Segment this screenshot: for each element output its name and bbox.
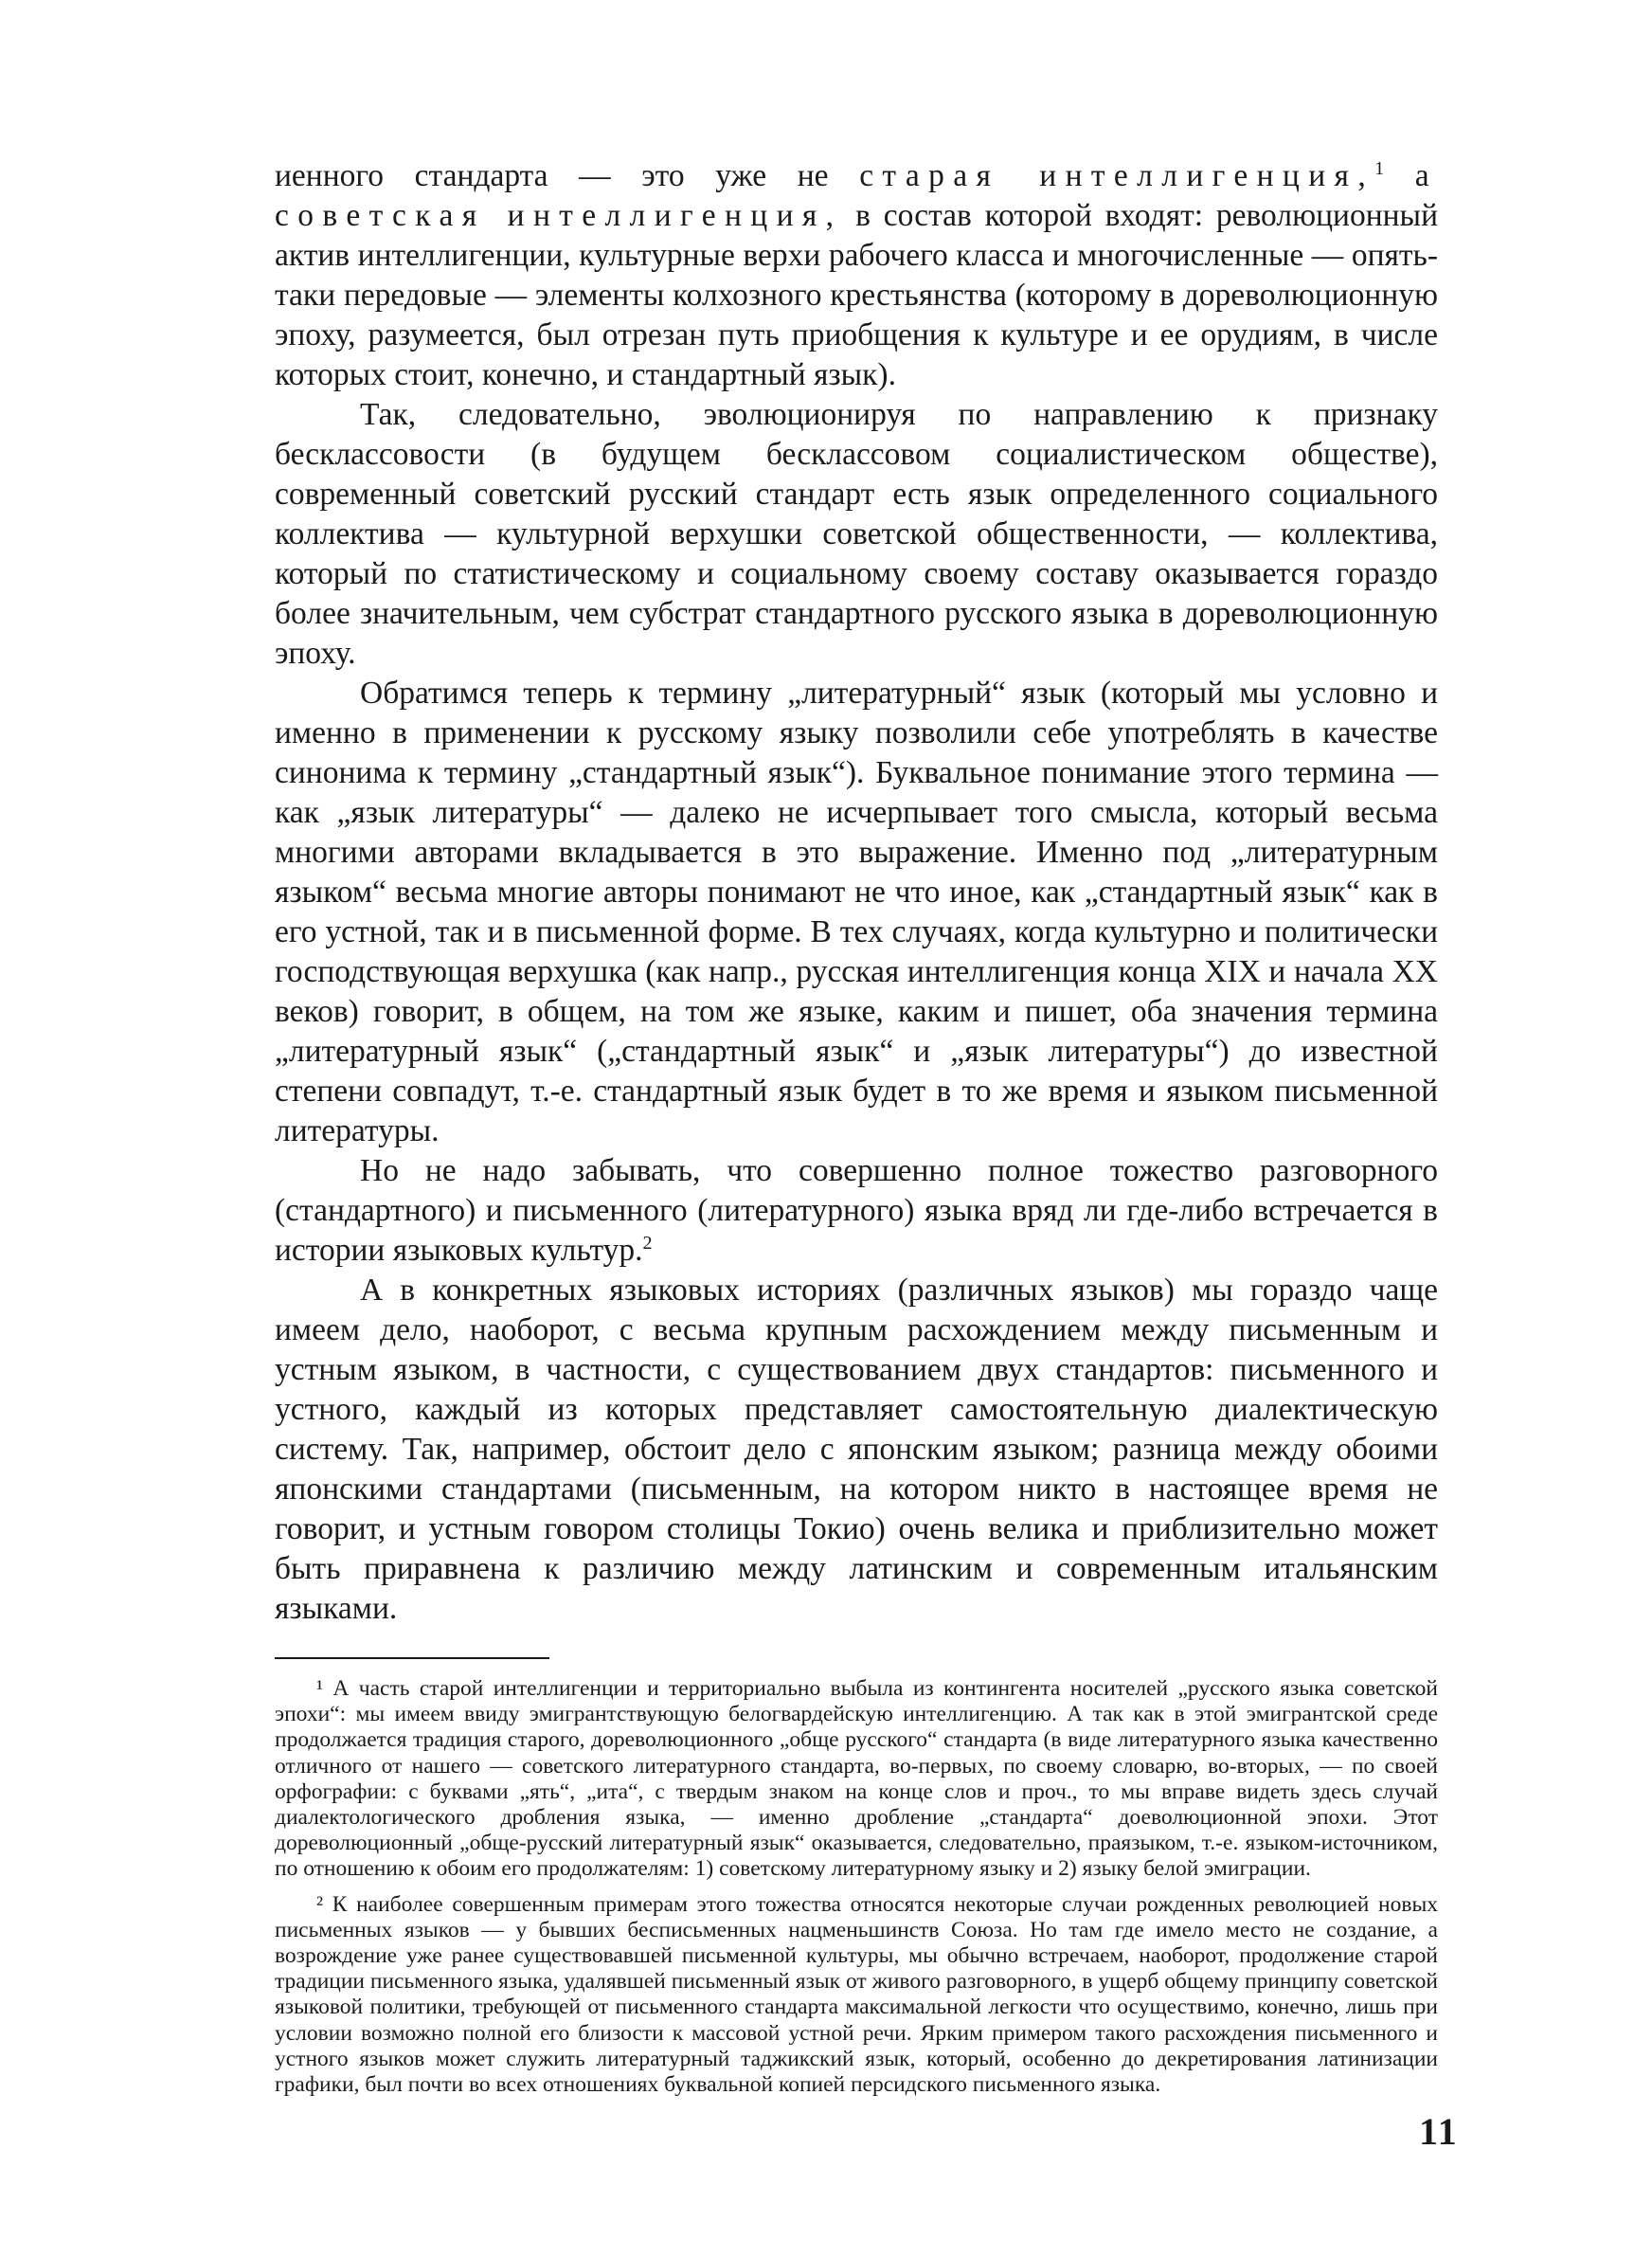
spaced-phrase-soviet-intelligentsia: а советская интеллигенция, <box>275 158 1439 233</box>
page-number: 11 <box>1419 2110 1459 2153</box>
footnote-1: ¹ А часть старой интеллигенции и территориально выбыла из контингента носителей „русского языка советской эпохи“: мы имеем ввиду эмигрантствующую белогвардейскую интеллигенцию. А так как в этой эмигрантской среде продолжается традиция старого, дореволюционного „обще русского“ стандарта (в виде литературного языка качественно отличного от нашего — советского литературного стандарта, во-первых, по своему словарю, во-вторых, — по своей орфографии: с буквами „ять“, „ита“, с твердым знаком на конце слов и проч., то мы вправе видеть здесь случай диалектологического дробления языка, — именно дробление „стандарта“ доеволюционной эпохи. Этот дореволюционный „обще-русский литературный язык“ оказывается, следовательно, праязыком, т.-е. языком-источником, по отношению к обоим его продолжателям: 1) советскому литературному языку и 2) языку белой эмиграции. <box>275 1676 1438 1882</box>
footnote-ref-2: 2 <box>642 1232 653 1254</box>
paragraph-4 <box>275 1151 1438 1271</box>
footnote-divider <box>275 1657 549 1659</box>
spaced-phrase-old-intelligentsia: старая интеллигенция, <box>859 158 1375 193</box>
paragraph-2: Так, следовательно, эволюционируя по направлению к признаку бесклассовости (в будущем бесклассовом социалистическом обществе), современный советский русский стандарт есть язык определенного социального коллектива — культурной верхушки советской общественности, — коллектива, который по статистическому и социальному своему составу оказывается гораздо более значительным, чем субстрат стандартного русского языка в дореволюционную эпоху. <box>275 397 1438 671</box>
footnote-ref-1: 1 <box>1374 157 1385 179</box>
paragraph-5: А в конкретных языковых историях (различных языков) мы гораздо чаще имеем дело, наоборот, с весьма крупным расхождением между письменным и устным языком, в частности, с существованием двух стандартов: письменного и устного, каждый из которых представляет самостоятельную диалектическую систему. Так, например, обстоит дело с японским языком; разница между обоими японскими стандартами (письменным, на котором никто в настоящее время не говорит, и устным говором столицы Токио) очень велика и приблизительно может быть приравнена к различию между латинским и современным итальянским языками. <box>275 1273 1438 1626</box>
book-page <box>275 156 1438 2107</box>
footnote-2: ² К наиболее совершенным примерам этого тожества относятся некоторые случаи рожденных революцией новых письменных языков — у бывших бесписьменных нацменьшинств Союза. Но там где имело место не создание, а возрождение уже ранее существовавшей письменной культуры, мы обычно встречаем, наоборот, продолжение старой традиции письменного языка, удалявшей письменный язык от живого разговорного, в ущерб общему принципу советской языковой политики, требующей от письменного стандарта максимальной легкости что осуществимо, конечно, лишь при условии возможно полной его близости к массовой устной речи. Ярким примером такого расхождения письменного и устного языков может служить литературный таджикский язык, который, особенно до декретирования латинизации графики, был почти во всех отношениях буквальной копией персидского письменного языка. <box>275 1891 1438 2098</box>
paragraph-1-start: иенного стандарта — это уже не <box>275 158 860 193</box>
paragraph-4-text: Но не надо забывать, что совершенно полное тожество разговорного (стандартного) и письменного (литературного) языка вряд ли где-либо встречается в истории языковых культур. <box>275 1153 1438 1268</box>
paragraph-1-end: в состав которой входят: революционный актив интеллигенции, культурные верхи рабочего класса и многочисленные — опять-таки передовые — элементы колхозного крестьянства (которому в дореволюционную эпоху, разумеется, был отрезан путь приобщения к культуре и ее орудиям, в числе которых стоит, конечно, и стандартный язык). <box>275 198 1438 392</box>
paragraph-3: Обратимся теперь к термину „литературный“ язык (который мы условно и именно в применении к русскому языку позволили себе употреблять в качестве синонима к термину „стандартный язык“). Буквальное понимание этого термина — как „язык литературы“ — далеко не исчерпывает того смысла, который весьма многими авторами вкладывается в это выражение. Именно под „литературным языком“ весьма многие авторы понимают не что иное, как „стандартный язык“ как в его устной, так и в письменной форме. В тех случаях, когда культурно и политически господствующая верхушка (как напр., русская интеллигенция конца XIX и начала XX веков) говорит, в общем, на том же языке, каким и пишет, оба значения термина „литературный язык“ („стандартный язык“ и „язык литературы“) до известной степени совпадут, т.-е. стандартный язык будет в то же время и языком письменной литературы. <box>275 676 1438 1148</box>
paragraph-1-gap <box>1384 158 1415 193</box>
main-text <box>275 156 1438 1629</box>
footnotes <box>275 1676 1438 2098</box>
paragraph-1 <box>275 156 1438 395</box>
